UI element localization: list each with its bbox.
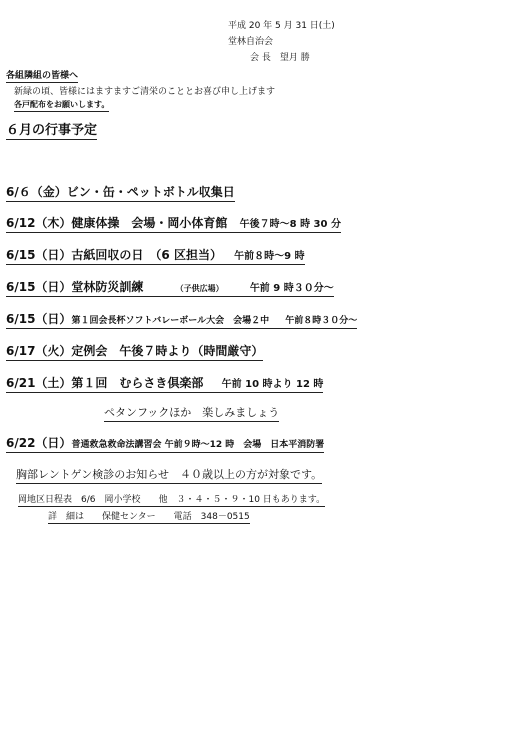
event-time: 午前 9 時３０分～ xyxy=(249,283,334,294)
greeting-body: 新緑の頃、皆様にはますますご清栄のこととお喜び申し上げます xyxy=(14,87,276,97)
section-title: ６月の行事予定 xyxy=(6,119,97,140)
event-row xyxy=(6,278,334,297)
event-main: 6/15（日）堂林防災訓練 xyxy=(6,280,144,294)
distribution-request: 各戸配布をお願いします。 xyxy=(14,99,109,112)
petanque-note: ペタンフックほか 楽しみましょう xyxy=(104,404,279,422)
event-description: 普通救急救命法講習会 午前９時～12 時 会場 日本平消防署 xyxy=(71,440,325,450)
event-row xyxy=(6,310,357,329)
xray-schedule: 岡地区日程表 6/6 岡小学校 他 ３・４・５・９・10 日もあります。 xyxy=(18,492,325,507)
event-location: （子供広場） xyxy=(175,284,224,293)
event-time: 午前 10 時より 12 時 xyxy=(221,379,324,390)
event-main: 6/21（土）第１回 むらさき倶楽部 xyxy=(6,376,204,390)
event-row xyxy=(6,183,235,202)
event-main: 6/15（日） xyxy=(6,312,72,326)
event-text: 6/17（火）定例会 午後７時より（時間厳守） xyxy=(6,344,264,358)
event-time: 午前８時～9 時 xyxy=(234,251,305,262)
event-time: 午後７時～8 時 30 分 xyxy=(239,219,341,230)
event-main: 6/22（日） xyxy=(6,436,72,450)
event-time: 午前８時３０分～ xyxy=(285,316,358,326)
event-main: 6/12（木）健康体操 会場・岡小体育館 xyxy=(6,216,228,230)
xray-contact: 詳 細は 保健センター 電話 348－0515 xyxy=(48,509,250,524)
issue-date: 平成 20 年 5 月 31 日(土) xyxy=(228,21,335,31)
organization-name: 堂林自治会 xyxy=(228,37,274,47)
addressee: 各組隣組の皆様へ xyxy=(6,68,78,83)
event-row xyxy=(6,434,324,453)
event-row xyxy=(6,374,323,393)
event-row xyxy=(6,246,305,265)
xray-title: 胸部レントゲン検診のお知らせ ４０歳以上の方が対象です。 xyxy=(16,466,322,484)
event-main: 6/15（日）古紙回収の日 （6 区担当） xyxy=(6,248,222,262)
event-row xyxy=(6,214,341,233)
event-row xyxy=(6,342,263,361)
event-description: 第１回会長杯ソフトバレーボール大会 会場２中 xyxy=(71,316,270,326)
signature: 会 長 望月 勝 xyxy=(250,53,310,63)
event-text: 6/６（金）ビン・缶・ペットボトル収集日 xyxy=(6,185,235,199)
